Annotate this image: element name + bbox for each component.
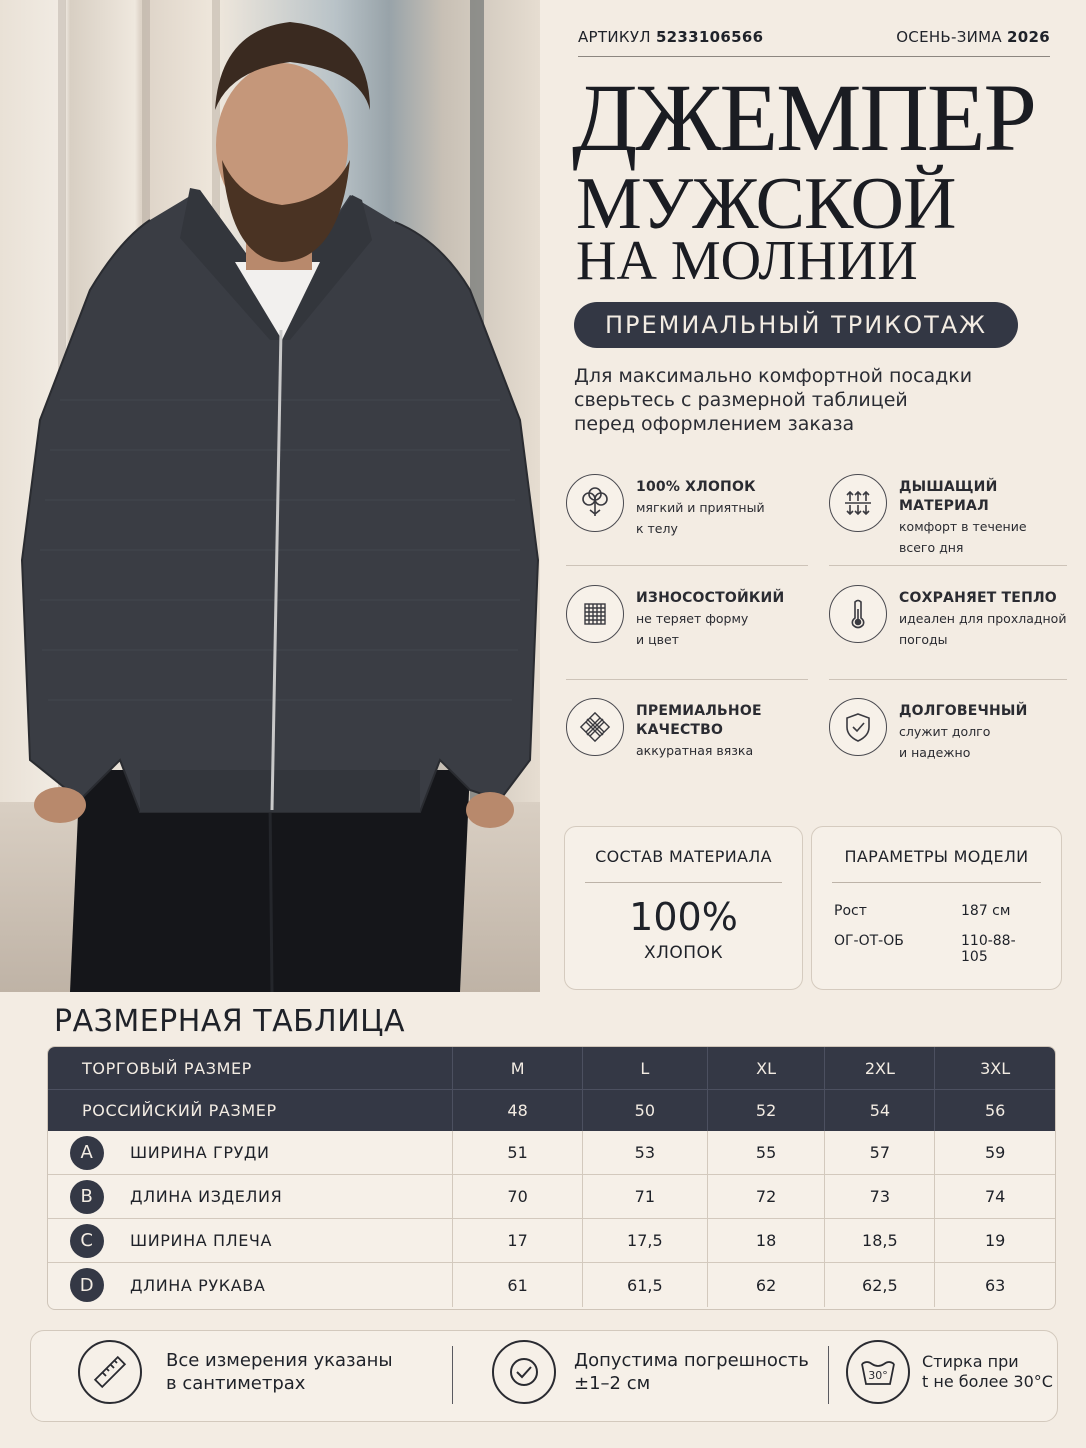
table-header-trade: ТОРГОВЫЙ РАЗМЕР M L XL 2XL 3XL (48, 1047, 1055, 1089)
model-illustration (0, 0, 540, 992)
ruler-icon (78, 1340, 142, 1404)
model-card (811, 826, 1062, 990)
size-table-title: РАЗМЕРНАЯ ТАБЛИЦА (54, 1004, 405, 1039)
row-letter-badge: A (70, 1136, 104, 1170)
model-measures-row: ОГ-ОТ-ОБ 110-88-105 (834, 933, 1016, 965)
fabric-icon (566, 585, 624, 643)
table-row: B ДЛИНА ИЗДЕЛИЯ 70 71 72 73 74 (48, 1175, 1055, 1219)
cotton-icon (566, 474, 624, 532)
feature-divider (829, 565, 1067, 566)
table-row: A ШИРИНА ГРУДИ 51 53 55 57 59 (48, 1131, 1055, 1175)
premium-pill: ПРЕМИАЛЬНЫЙ ТРИКОТАЖ (574, 302, 1018, 348)
feature-divider (829, 679, 1067, 680)
info-divider (828, 1346, 829, 1404)
product-photo (0, 0, 540, 992)
check-icon (492, 1340, 556, 1404)
shield-check-icon (829, 698, 887, 756)
title-line-3: НА МОЛНИИ (576, 230, 918, 292)
table-row: C ШИРИНА ПЛЕЧА 17 17,5 18 18,5 19 (48, 1219, 1055, 1263)
model-card-title: ПАРАМЕТРЫ МОДЕЛИ (844, 847, 1029, 866)
material-percent: 100% (629, 895, 738, 939)
row-letter-badge: C (70, 1224, 104, 1258)
info-measurements: Все измерения указаны в сантиметрах (78, 1340, 393, 1404)
wash-30-icon (846, 1340, 910, 1404)
title-line-1: ДЖЕМПЕР (572, 64, 1035, 171)
season: ОСЕНЬ-ЗИМА 2026 (896, 28, 1050, 46)
size-table (47, 1046, 1056, 1310)
feature-warm: СОХРАНЯЕТ ТЕПЛО идеален для прохладной погоды (829, 585, 1079, 650)
article: АРТИКУЛ 5233106566 (578, 28, 764, 46)
breathable-icon (829, 474, 887, 532)
material-name: ХЛОПОК (643, 943, 724, 963)
feature-longlasting: ДОЛГОВЕЧНЫЙ служит долго и надежно (829, 698, 1079, 763)
table-row: D ДЛИНА РУКАВА 61 61,5 62 62,5 63 (48, 1263, 1055, 1307)
info-divider (452, 1346, 453, 1404)
material-card-title: СОСТАВ МАТЕРИАЛА (595, 847, 772, 866)
svg-text:30°: 30° (868, 1369, 888, 1382)
title-line-2: МУЖСКОЙ (576, 163, 956, 245)
header-divider (578, 56, 1050, 57)
info-washing: 30° Стирка при t не более 30°C (846, 1340, 1053, 1404)
knit-icon (566, 698, 624, 756)
material-card (564, 826, 803, 990)
info-tolerance: Допустима погрешность ±1–2 см (492, 1340, 809, 1404)
header-row (578, 28, 1050, 46)
feature-divider (566, 679, 808, 680)
intro-text: Для максимально комфортной посадки сверьтесь с размерной таблицей перед оформлением заказа (574, 365, 973, 435)
row-letter-badge: B (70, 1180, 104, 1214)
model-height-row: Рост 187 см (834, 903, 1011, 919)
row-letter-badge: D (70, 1268, 104, 1302)
feature-cotton: 100% ХЛОПОК мягкий и приятный к телу (566, 474, 816, 539)
feature-divider (566, 565, 808, 566)
thermometer-icon (829, 585, 887, 643)
feature-breathable: ДЫШАЩИЙ МАТЕРИАЛ комфорт в течение всего дня (829, 474, 1079, 558)
feature-durable: ИЗНОСОСТОЙКИЙ не теряет форму и цвет (566, 585, 816, 650)
table-header-ru: РОССИЙСКИЙ РАЗМЕР 48 50 52 54 56 (48, 1089, 1055, 1131)
feature-quality: ПРЕМИАЛЬНОЕ КАЧЕСТВО аккуратная вязка (566, 698, 816, 761)
